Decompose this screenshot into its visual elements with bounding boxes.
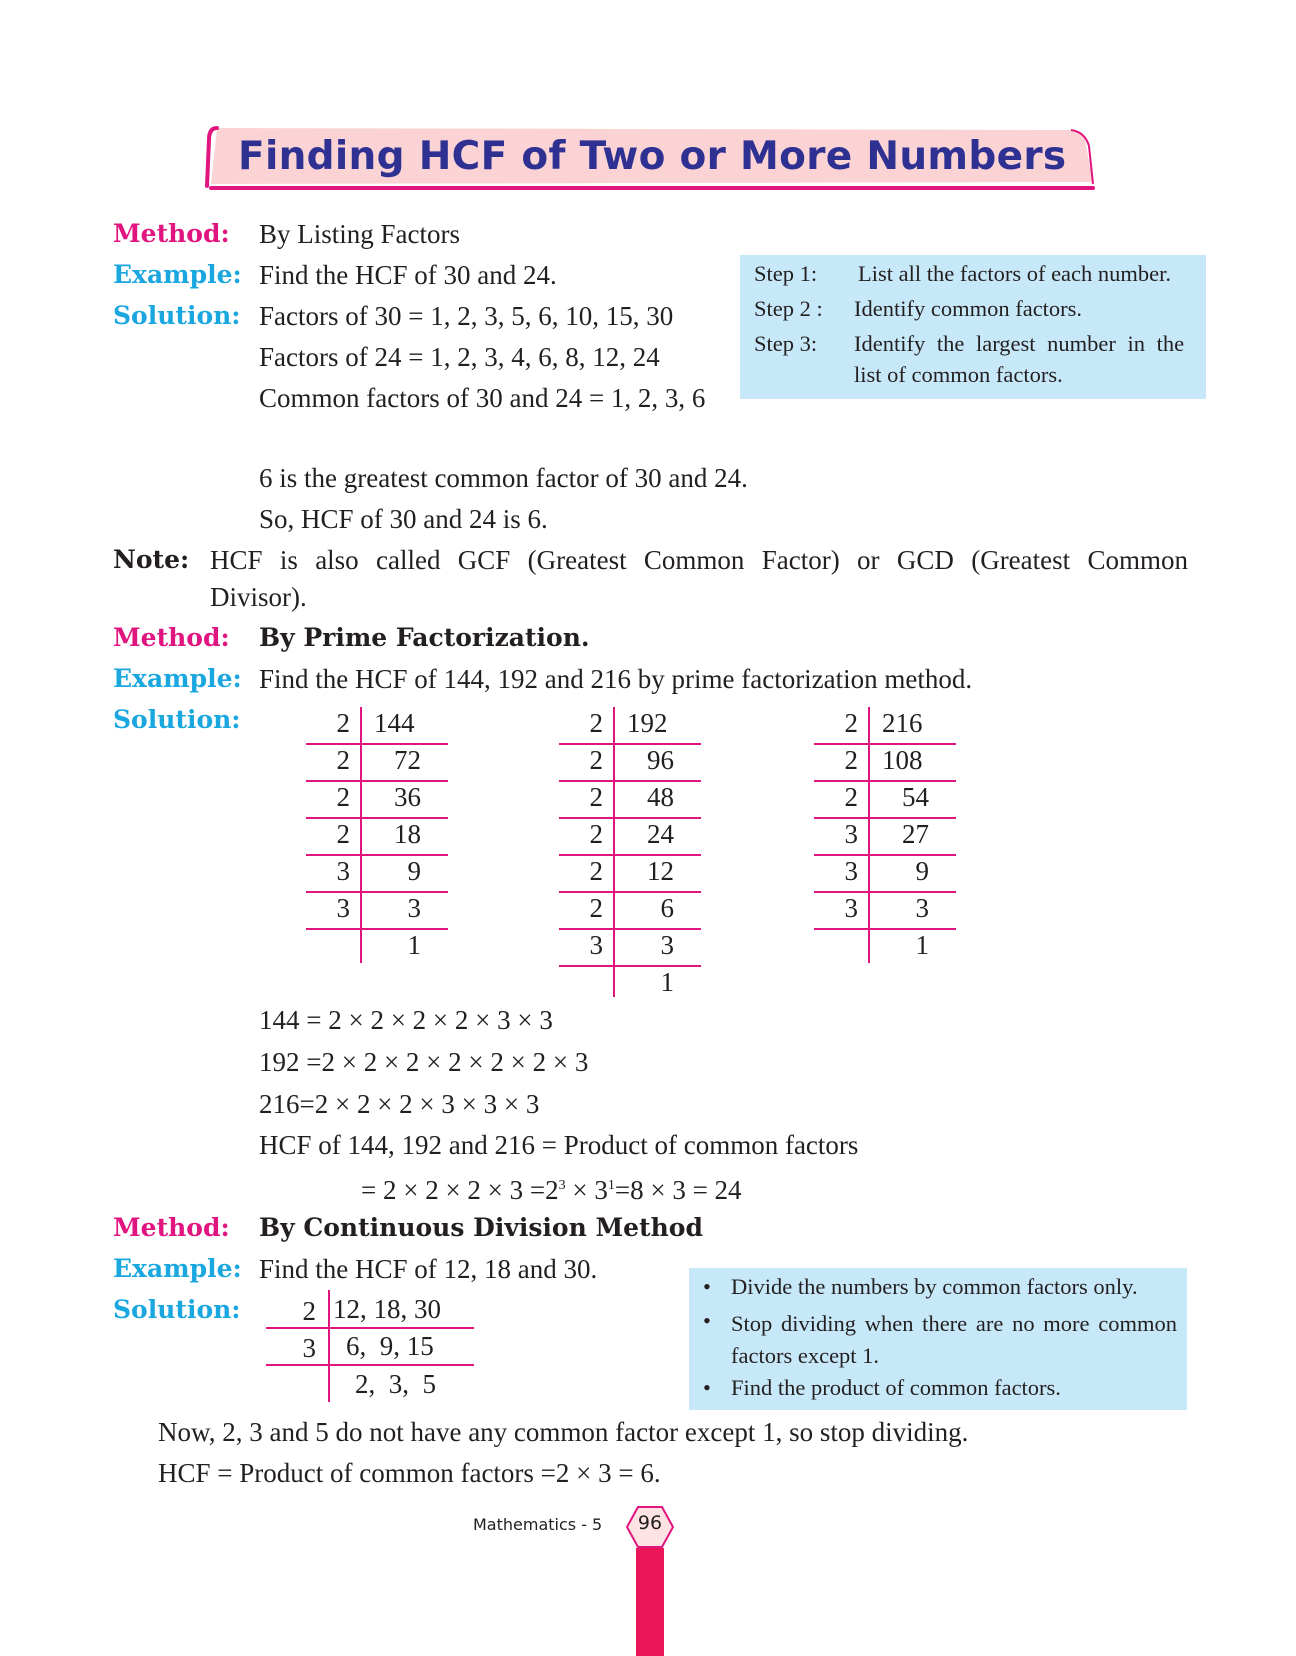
tip-text: Stop dividing when there are no more common factors except 1. [731,1311,1177,1368]
method-label-2: Method: [113,623,230,652]
solution-label-2: Solution: [113,705,241,734]
division-row: 12, 18, 30 [333,1294,441,1324]
now-line: Now, 2, 3 and 5 do not have any common factor except 1, so stop dividing. [158,1417,969,1447]
exponent-3: 3 [558,1178,566,1193]
conclusion-line-1: 6 is the greatest common factor of 30 and 24. [259,463,748,493]
ladder-vertical-line [613,707,615,997]
ladder-divisor: 2 [589,893,603,923]
ladder-divisor: 2 [589,745,603,775]
step-3 [754,331,1202,357]
ladder-divisor: 2 [589,782,603,812]
ladder-divisor: 2 [336,745,350,775]
step-label: Step 2 : [754,296,823,321]
method-text-1: By Listing Factors [259,219,460,249]
ladder-quotient: 9 [407,856,421,886]
ladder-quotient: 24 [647,819,674,849]
ladder-quotient: 27 [902,819,929,849]
footer-subject: Mathematics - 5 [473,1515,603,1534]
ladder-divisor: 2 [844,745,858,775]
ladder-divisor: 2 [844,708,858,738]
calc-part-b: × 3 [565,1175,608,1205]
page-number: 96 [637,1512,663,1534]
ladder-divisor: 2 [844,782,858,812]
division-row: 2, 3, 5 [355,1369,436,1399]
division-row: 6, 9, 15 [346,1331,434,1361]
ladder-divisor: 2 [589,708,603,738]
method-text-2: By Prime Factorization. [259,623,590,652]
bullet: • [703,1375,711,1400]
step-text: List all the factors of each number. [858,261,1172,286]
ladder-divisor: 3 [589,930,603,960]
ladder-quotient: 192 [627,708,668,738]
ladder-divisor: 3 [844,856,858,886]
method-text-3: By Continuous Division Method [259,1213,703,1242]
ladder-quotient: 72 [394,745,421,775]
hcf-calculation [361,1169,742,1207]
calc-part-c: =8 × 3 = 24 [614,1175,742,1205]
ladder-quotient: 3 [915,893,929,923]
step-text: list of common factors. [854,362,1063,387]
solution-label-1: Solution: [113,301,241,330]
example-text-1: Find the HCF of 30 and 24. [259,260,557,290]
ladder-quotient: 1 [660,967,674,997]
ladder-divisor: 3 [336,856,350,886]
example-text-3: Find the HCF of 12, 18 and 30. [259,1254,598,1284]
step-2 [754,296,1082,322]
division-vertical-line [328,1290,330,1402]
ladder-vertical-line [360,707,362,963]
note-line-2: Divisor). [210,582,307,612]
method-label-3: Method: [113,1213,230,1242]
common-factors-line: Common factors of 30 and 24 = 1, 2, 3, 6 [259,383,706,413]
ladder-quotient: 36 [394,782,421,812]
ladder-quotient: 18 [394,819,421,849]
ladder-quotient: 1 [407,930,421,960]
note-line-1: HCF is also called GCF (Greatest Common Factor) or GCD (Greatest Common [210,545,1188,575]
ladder-quotient: 144 [374,708,415,738]
division-divisor: 2 [302,1296,316,1326]
division-divisor: 3 [302,1333,316,1363]
bullet: • [703,1308,711,1333]
solution-label-3: Solution: [113,1295,241,1324]
step-3-cont [754,362,1063,388]
ladder-quotient: 216 [882,708,923,738]
ladder-divisor: 2 [336,819,350,849]
ladder-divisor: 3 [844,893,858,923]
example-text-2: Find the HCF of 144, 192 and 216 by prime factorization method. [259,664,973,694]
step-text: Identify common factors. [854,296,1083,321]
tip-text: Divide the numbers by common factors only. [731,1274,1138,1299]
ladder-quotient: 48 [647,782,674,812]
step-label: Step 1: [754,261,818,286]
example-label-3: Example: [113,1254,242,1283]
ladder-quotient: 3 [407,893,421,923]
method-label-1: Method: [113,219,230,248]
ladder-quotient: 54 [902,782,929,812]
equation-216: 216=2 × 2 × 2 × 3 × 3 × 3 [259,1089,540,1119]
ladder-quotient: 1 [915,930,929,960]
example-label-2: Example: [113,664,242,693]
tips-box [689,1268,1187,1410]
step-text: Identify the largest number in the [854,331,1185,356]
calc-part-a: = 2 × 2 × 2 × 3 =2 [361,1175,559,1205]
final-hcf-line: HCF = Product of common factors =2 × 3 = 6. [158,1458,661,1488]
ladder-divisor: 3 [844,819,858,849]
note-label: Note: [113,545,190,574]
ladder-divisor: 2 [589,856,603,886]
equation-144: 144 = 2 × 2 × 2 × 2 × 3 × 3 [259,1005,553,1035]
ladder-divisor: 3 [336,893,350,923]
ladder-quotient: 12 [647,856,674,886]
step-1 [754,261,1171,287]
ladder-quotient: 9 [915,856,929,886]
ladder-quotient: 96 [647,745,674,775]
ladder-divisor: 2 [336,782,350,812]
example-label-1: Example: [113,260,242,289]
ladder-quotient: 108 [882,745,923,775]
exponent-1: 1 [607,1178,615,1193]
hcf-product-line: HCF of 144, 192 and 216 = Product of common factors [259,1130,859,1160]
factors-24-line: Factors of 24 = 1, 2, 3, 4, 6, 8, 12, 24 [259,342,660,372]
page-title: Finding HCF of Two or More Numbers [238,134,1067,179]
equation-192: 192 =2 × 2 × 2 × 2 × 2 × 2 × 3 [259,1047,589,1077]
bullet: • [703,1274,711,1299]
steps-box [740,255,1206,399]
ladder-divisor: 2 [336,708,350,738]
step-label: Step 3: [754,331,818,356]
footer-bar [636,1548,664,1656]
ladder-divisor: 2 [589,819,603,849]
conclusion-line-2: So, HCF of 30 and 24 is 6. [259,504,548,534]
tip-text: Find the product of common factors. [731,1375,1061,1400]
ladder-vertical-line [868,707,870,963]
ladder-quotient: 3 [660,930,674,960]
factors-30-line: Factors of 30 = 1, 2, 3, 5, 6, 10, 15, 30 [259,301,674,331]
ladder-quotient: 6 [660,893,674,923]
